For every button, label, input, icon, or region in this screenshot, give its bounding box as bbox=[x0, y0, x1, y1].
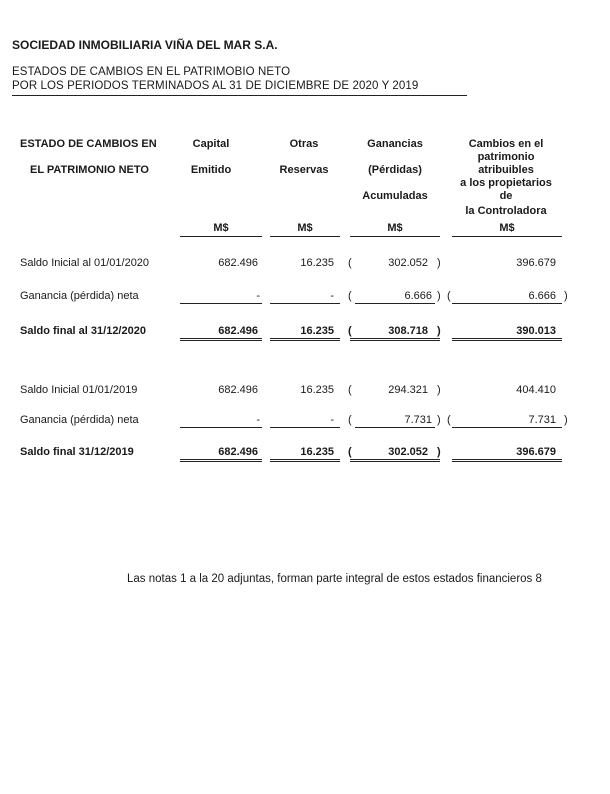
paren-open: ( bbox=[348, 257, 352, 269]
cell-ganancias: 7.731 bbox=[404, 414, 432, 426]
cell-capital: 682.496 bbox=[218, 446, 258, 458]
col-controladora-line5: de bbox=[499, 190, 513, 202]
cell-capital: 682.496 bbox=[218, 384, 258, 396]
cell-ganancias: 302.052 bbox=[388, 446, 428, 458]
table-title-line2: EL PATRIMONIO NETO bbox=[30, 164, 149, 176]
cell-controladora: 404.410 bbox=[516, 384, 556, 396]
col-controladora-line3: atribuibles bbox=[478, 164, 534, 176]
cell-controladora: 6.666 bbox=[528, 290, 556, 302]
total-double-rule bbox=[270, 459, 340, 462]
subtotal-rule bbox=[270, 427, 340, 428]
table-title-line1: ESTADO DE CAMBIOS EN bbox=[20, 138, 157, 150]
cell-reservas: - bbox=[330, 290, 334, 302]
col-controladora-line6: la Controladora bbox=[465, 205, 547, 217]
subtotal-rule bbox=[355, 303, 435, 304]
paren-close: ) bbox=[437, 384, 441, 396]
unit-ganancias: M$ bbox=[387, 222, 403, 234]
total-double-rule bbox=[350, 459, 440, 462]
unit-reservas: M$ bbox=[297, 222, 313, 234]
unit-controladora: M$ bbox=[499, 222, 515, 234]
total-double-rule bbox=[350, 338, 440, 341]
cell-reservas: 16.235 bbox=[300, 325, 334, 337]
cell-controladora: 7.731 bbox=[528, 414, 556, 426]
col-ganancias-line1: Ganancias bbox=[367, 138, 423, 150]
total-double-rule bbox=[452, 459, 562, 462]
col-controladora-line1: Cambios en el bbox=[468, 138, 544, 150]
paren-open: ( bbox=[348, 290, 352, 302]
cell-controladora: 396.679 bbox=[516, 446, 556, 458]
cell-reservas: 16.235 bbox=[300, 384, 334, 396]
paren-close: ) bbox=[437, 446, 441, 458]
cell-reservas: 16.235 bbox=[300, 446, 334, 458]
total-double-rule bbox=[452, 338, 562, 341]
cell-controladora: 396.679 bbox=[516, 257, 556, 269]
company-name: SOCIEDAD INMOBILIARIA VIÑA DEL MAR S.A. bbox=[12, 38, 278, 52]
footer-note: Las notas 1 a la 20 adjuntas, forman parte integral de estos estados financieros 8 bbox=[127, 573, 542, 585]
paren-open: ( bbox=[447, 290, 451, 302]
subtotal-rule bbox=[180, 427, 262, 428]
cell-ganancias: 302.052 bbox=[388, 257, 428, 269]
col-controladora-line4: a los propietarios bbox=[460, 177, 552, 189]
paren-close: ) bbox=[437, 290, 441, 302]
cell-controladora: 390.013 bbox=[516, 325, 556, 337]
cell-ganancias: 6.666 bbox=[404, 290, 432, 302]
cell-ganancias: 308.718 bbox=[388, 325, 428, 337]
cell-capital: 682.496 bbox=[218, 257, 258, 269]
cell-ganancias: 294.321 bbox=[388, 384, 428, 396]
report-title: ESTADOS DE CAMBIOS EN EL PATRIMOBIO NETO bbox=[12, 66, 291, 78]
header-rule bbox=[12, 95, 467, 96]
row-label: Saldo Inicial al 01/01/2020 bbox=[20, 257, 150, 269]
paren-open: ( bbox=[348, 384, 352, 396]
subtotal-rule bbox=[452, 427, 562, 428]
cell-reservas: - bbox=[330, 414, 334, 426]
unit-underline bbox=[350, 236, 440, 237]
cell-capital: - bbox=[256, 290, 260, 302]
col-controladora-line2: patrimonio bbox=[477, 151, 535, 163]
subtotal-rule bbox=[452, 303, 562, 304]
row-label-total: Saldo final al 31/12/2020 bbox=[20, 325, 146, 337]
paren-close: ) bbox=[437, 257, 441, 269]
paren-open: ( bbox=[348, 446, 352, 458]
paren-close: ) bbox=[437, 414, 441, 426]
row-label-total: Saldo final 31/12/2019 bbox=[20, 446, 134, 458]
paren-open: ( bbox=[348, 414, 352, 426]
paren-close: ) bbox=[437, 325, 441, 337]
row-label: Saldo Inicial 01/01/2019 bbox=[20, 384, 138, 396]
total-double-rule bbox=[180, 338, 262, 341]
col-ganancias-line3: Acumuladas bbox=[362, 190, 428, 202]
row-label: Ganancia (pérdida) neta bbox=[20, 414, 139, 426]
subtotal-rule bbox=[270, 303, 340, 304]
paren-close: ) bbox=[564, 290, 568, 302]
col-ganancias-line2: (Pérdidas) bbox=[368, 164, 422, 176]
row-label: Ganancia (pérdida) neta bbox=[20, 290, 139, 302]
subtotal-rule bbox=[355, 427, 435, 428]
unit-capital: M$ bbox=[213, 222, 229, 234]
total-double-rule bbox=[180, 459, 262, 462]
cell-reservas: 16.235 bbox=[300, 257, 334, 269]
paren-open: ( bbox=[447, 414, 451, 426]
cell-capital: - bbox=[256, 414, 260, 426]
paren-open: ( bbox=[348, 325, 352, 337]
col-capital-line2: Emitido bbox=[190, 164, 232, 176]
paren-close: ) bbox=[564, 414, 568, 426]
col-capital-line1: Capital bbox=[192, 138, 230, 150]
report-period: POR LOS PERIODOS TERMINADOS AL 31 DE DICIEMBRE DE 2020 Y 2019 bbox=[12, 80, 419, 92]
col-reservas-line2: Reservas bbox=[279, 164, 329, 176]
col-reservas-line1: Otras bbox=[289, 138, 319, 150]
unit-underline bbox=[180, 236, 262, 237]
subtotal-rule bbox=[180, 303, 262, 304]
unit-underline bbox=[270, 236, 340, 237]
unit-underline bbox=[452, 236, 562, 237]
cell-capital: 682.496 bbox=[218, 325, 258, 337]
total-double-rule bbox=[270, 338, 340, 341]
